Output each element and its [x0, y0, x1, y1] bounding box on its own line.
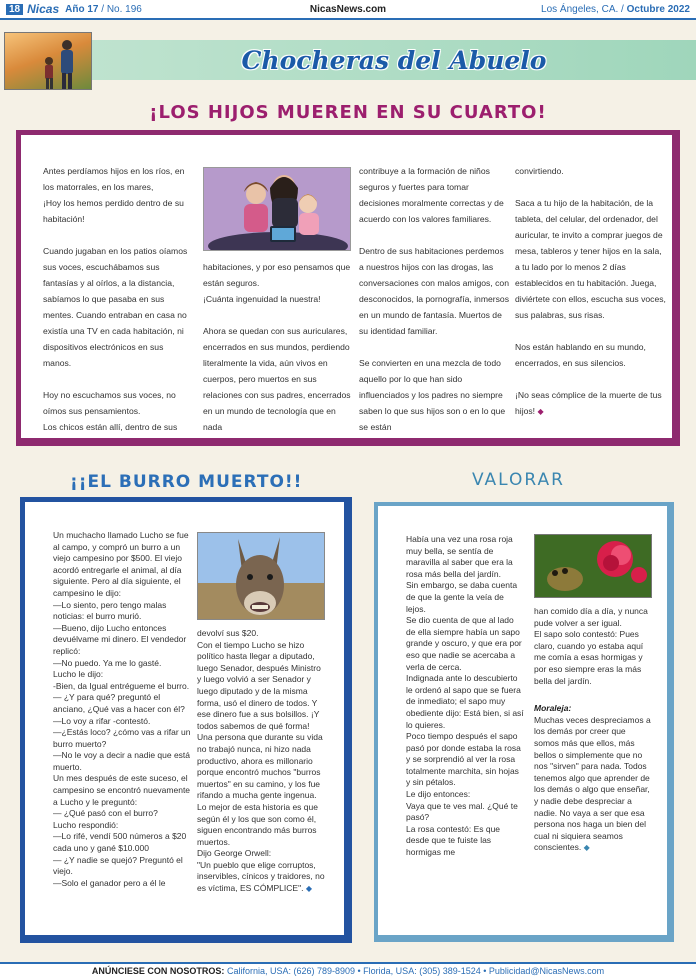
article2-col1: Un muchacho llamado Lucho se fue al campo, y compró un burro a un viejo campesino por $500. El viejo acordó entregarle el animal, al día siguiente. Pero al día siguiente, el campesino le dijo: —Lo siento, pero tengo malas noticias: el burro murió. —Bueno, dijo Lucho entonces devuélvame mi dinero. El vendedor replicó: —No puedo. Ya me lo gasté. Lucho le dijo: -Bien, da Igual entrégueme el burro. — ¿Y para qué? preguntó el anciano, ¿Qué vas a hacer con él? —Lo voy a rifar -contestó. —¿Estás loco? ¿cómo vas a rifar un burro muerto? —No le voy a decir a nadie que está muerto. Un mes después de este suceso, el campesino se encontró nuevamente a Lucho y le preguntó: — ¿Qué pasó con el burro? Lucho respondió: —Lo rifé, vendí 500 números a $20 cada uno y gané $10.000 — ¿Y nadie se quejó? Preguntó el viejo. —Solo el ganador pero a él le — [53, 530, 191, 888]
article1-col4: convirtiendo. Saca a tu hijo de la habitación, de la tableta, del celular, del ordenador, del auricular, te invito a comprar juegos de mesa, tableros y tener hijos en la sala, a tu lado por lo menos 2 días establecidos en tu habitación. Juega, diviértete con ellos, escucha sus voces, sus palabras, sus risas. Nos están hablando en su mundo, encerrados, en sus silencios. ¡No seas cómplice de la muerte de tus hijos! ◆ — [515, 166, 666, 416]
issue-date: Los Ángeles, CA. / Octubre 2022 — [541, 3, 690, 15]
article1-title: ¡LOS HIJOS MUEREN EN SU CUARTO! — [149, 102, 547, 123]
end-mark-icon: ◆ — [305, 884, 312, 894]
grandfather-photo — [4, 32, 92, 90]
end-mark-icon: ◆ — [537, 407, 544, 416]
article3-col2: han comido día a día, y nunca pude volver a ser igual. El sapo solo contestó: Pues claro, cuando yo estaba aquí me comía a esas hormigas y por eso siempre eras la más bella del jardín. Moraleja: Muchas veces despreciamos a los demás por creer que somos más que ellos, más bellos o simplemente que no nos "sirven" para nada. Todos tenemos algo que aprender de los demás o algo que enseñar, y nadie debe despreciar a nadie. No vaya a ser que esa persona nos haga un bien del cual ni siquiera seamos conscientes. ◆ — [534, 606, 651, 853]
article3-box — [374, 502, 674, 942]
article1-col2: habitaciones, y por eso pensamos que están seguros. ¡Cuánta ingenuidad la nuestra! Ahora se quedan con sus auriculares, encerrados en sus mundos, perdiendo literalmente la vida, aún vivos en cuerpos, pero muertos en sus relaciones con sus padres, encerrados en un mundo de tecnología que en nada — [203, 262, 351, 432]
article1-col1: Antes perdíamos hijos en los ríos, en los matorrales, en los mares, ¡Hoy los hemos perdido dentro de su habitación! Cuando jugaban en los patios oíamos sus voces, escuchábamos sus fantasías y al oírlos, a la distancia, sabíamos lo que pasaba en sus mentes. Cuando entraban en casa no existía una TV en cada habitación, ni dispositivos electrónicos en sus manos. Hoy no escuchamos sus voces, no oímos sus pensamientos. Los chicos están allí, dentro de sus — [43, 166, 188, 432]
banner-title: Chocheras del Abuelo — [241, 45, 547, 75]
issue-info: Año 17 / No. 196 — [65, 3, 142, 15]
article1-col3: contribuye a la formación de niños seguros y fuertes para tomar decisiones moralmente correctas y de acuerdo con los valores familiares. Dentro de sus habitaciones perdemos a nuestros hijos con las drogas, las conversaciones con malos amigos, con desconocidos, la pornografía, inmersos en un mundo de fantasía. Muertos de su identidad familiar. Se convierten en una mezcla de todo aquello por lo que han sido influenciados y los padres no siempre saben lo que sus hijos son o en lo que se están — [359, 166, 509, 432]
rose-and-toad-photo — [534, 534, 652, 598]
article3-col1: Había una vez una rosa roja muy bella, se sentía de maravilla al saber que era la rosa más bella del jardín. Sin embargo, se daba cuenta de que la gente la veía de lejos. Se dio cuenta de que al lado de ella siempre había un sapo grande y oscuro, y que era por eso que nadie se acercaba a verla de cerca. Indignada ante lo descubierto le ordenó al sapo que se fuera de inmediato; el sapo muy obediente dijo: Está bien, si así lo quieres. Poco tiempo después el sapo pasó por donde estaba la rosa y se sorprendió al ver la rosa totalmente marchita, sin hojas y sin pétalos. Le dijo entonces: Vaya que te ves mal. ¿Qué te pasó? La rosa contestó: Es que desde que te fuiste las hormigas me — [406, 534, 524, 858]
article2-col2: devolví sus $20. Con el tiempo Lucho se hizo político hasta llegar a diputado, luego Senador, después Ministro y luego volvió a ser Senador y luego diputado y de la misma forma, usó el dinero de todos. Y ese dinero fue a sus bolsillos. ¡Y todos sabemos de qué forma! Una persona que durante su vida no trabajó nunca, ni hizo nada productivo, ahora es millonario porque encontró muchos "burros muertos" en su camino, y los fue rifando a mucha gente ingenua. Lo mejor de esta historia es que según él y los que son como él, siguen encontrando más burros muertos. Dijo George Orwell: "Un pueblo que elige corruptos, inservibles, cínicos y traidores, no es víctima, ES CÓMPLICE". ◆ — [197, 628, 325, 894]
nicas-logo: Nicas — [27, 2, 60, 16]
page-number: 18 — [6, 4, 23, 15]
kids-tablet-photo — [203, 167, 351, 251]
article2-title: ¡¡EL BURRO MUERTO!! — [70, 472, 303, 492]
article1-box — [16, 130, 680, 446]
moral-label: Moraleja: — [534, 703, 572, 714]
end-mark-icon: ◆ — [583, 843, 590, 853]
site-name: NicasNews.com — [309, 3, 387, 15]
article3-title: VALORAR — [472, 470, 565, 490]
article2-box — [20, 497, 352, 943]
page-footer: ANÚNCIESE CON NOSOTROS: California, USA: (626) 789-8909 • Florida, USA: (305) 389-1524 • Publicidad@NicasNews.com — [0, 962, 696, 979]
page-header — [0, 0, 696, 20]
donkey-photo — [197, 532, 325, 620]
section-banner — [0, 28, 696, 88]
